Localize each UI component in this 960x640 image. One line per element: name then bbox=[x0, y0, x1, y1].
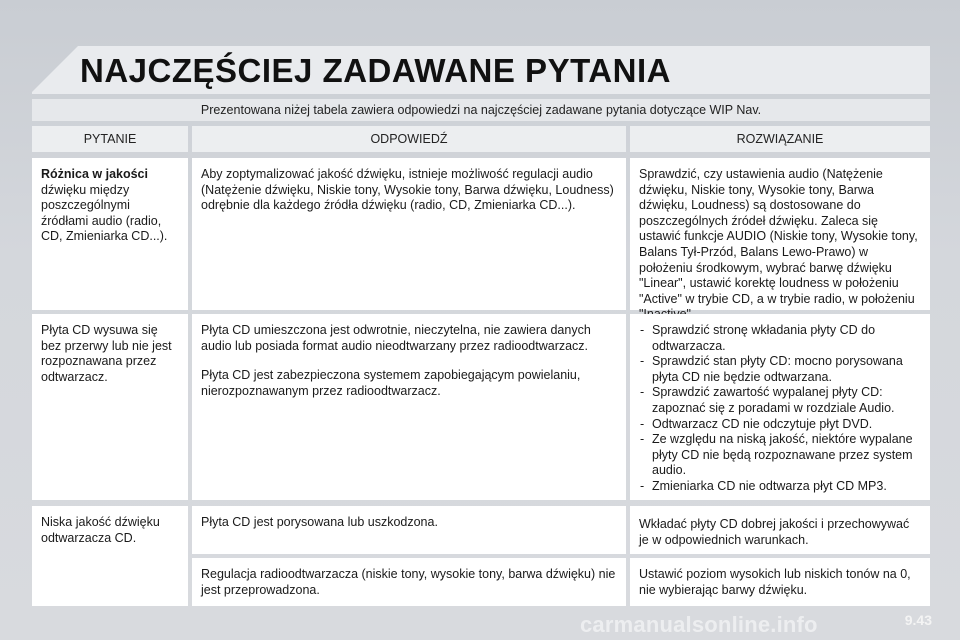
row3-question-text: Niska jakość dźwięku odtwarzacza CD. bbox=[41, 515, 160, 545]
row2-question-text: Płyta CD wysuwa się bez przerwy lub nie jest rozpoznawana przez odtwarzacz. bbox=[41, 323, 172, 384]
page-title: NAJCZĘŚCIEJ ZADAWANE PYTANIA bbox=[80, 52, 671, 89]
row3a-solution bbox=[630, 506, 930, 554]
row3b-answer bbox=[192, 558, 626, 606]
list-item: - Ze względu na niską jakość, niektóre wypalane płyty CD nie będą rozpoznawane przez system audio. bbox=[639, 432, 922, 479]
row3a-solution-text: Wkładać płyty CD dobrej jakości i przechowywać je w odpowiednich warunkach. bbox=[639, 517, 910, 547]
list-item: - Zmieniarka CD nie odtwarza płyt CD MP3. bbox=[639, 479, 922, 495]
row1-question-bold: Różnica w jakości bbox=[41, 167, 148, 181]
list-item: - Sprawdzić stan płyty CD: mocno porysowana płyta CD nie będzie odtwarzana. bbox=[639, 354, 922, 385]
page-number: 9.43 bbox=[904, 612, 932, 628]
header-question: PYTANIE bbox=[32, 126, 188, 152]
row2-question bbox=[32, 314, 188, 500]
row1-question-text: dźwięku między poszczególnymi źródłami audio (radio, CD, Zmieniarka CD...). bbox=[41, 182, 168, 244]
row2-answer-text-1: Płyta CD umieszczona jest odwrotnie, nieczytelna, nie zawiera danych audio lub posiada format audio nieodtwarzany przez radioodtwarzacz. bbox=[201, 323, 591, 353]
row1-answer bbox=[192, 158, 626, 310]
row1-solution bbox=[630, 158, 930, 310]
row2-answer-text-2: Płyta CD jest zabezpieczona systemem zapobiegającym powielaniu, nierozpoznawanym przez radioodtwarzacz. bbox=[201, 368, 581, 398]
row1-question bbox=[32, 158, 188, 310]
row1-answer-text: Aby zoptymalizować jakość dźwięku, istnieje możliwość regulacji audio (Natężenie dźwięku, Niskie tony, Wysokie tony, Barwa dźwięku, Loudness) odrębnie dla każdego źródła dźwięku (radio, CD, Zmieniarka CD...). bbox=[201, 167, 614, 213]
row3b-answer-text: Regulacja radioodtwarzacza (niskie tony, wysokie tony, barwa dźwięku) nie jest przeprowadzona. bbox=[201, 567, 616, 597]
header-solution: ROZWIĄZANIE bbox=[630, 126, 930, 152]
intro-text: Prezentowana niżej tabela zawiera odpowiedzi na najczęściej zadawane pytania dotyczące WIP Nav. bbox=[200, 103, 762, 117]
row3a-answer bbox=[192, 506, 626, 554]
row3a-answer-text: Płyta CD jest porysowana lub uszkodzona. bbox=[201, 515, 438, 529]
row3-question bbox=[32, 506, 188, 606]
list-item: - Sprawdzić stronę wkładania płyty CD do odtwarzacza. bbox=[639, 323, 922, 354]
row1-solution-text: Sprawdzić, czy ustawienia audio (Natężenie dźwięku, Niskie tony, Wysokie tony, Barwa dźwięku, Loudness) są dostosowane do poszczególnych źródeł dźwięku. Zaleca się ustawić funkcje AUDIO (Niskie tony, Wysokie tony, Balans Tył-Przód, Balans Lewo-Prawo) w położeniu środkowym, wybrać barwę dźwięku "Linear", ustawić korektę loudness w położeniu "Active" w trybie CD, a w trybie radio, w położeniu bbox=[639, 167, 918, 306]
row3b-solution-text: Ustawić poziom wysokich lub niskich tonów na 0, nie wybierając barwy dźwięku. bbox=[639, 567, 911, 597]
row2-solution bbox=[630, 314, 930, 500]
row3b-solution bbox=[630, 558, 930, 606]
list-item: - Odtwarzacz CD nie odczytuje płyt DVD. bbox=[639, 417, 922, 433]
row2-answer bbox=[192, 314, 626, 500]
list-item: - Sprawdzić zawartość wypalanej płyty CD: zapoznać się z poradami w rozdziale Audio. bbox=[639, 385, 922, 416]
watermark: carmanualsonline.info bbox=[580, 612, 818, 637]
header-answer: ODPOWIEDŹ bbox=[192, 126, 626, 152]
row2-solution-list bbox=[639, 323, 922, 495]
